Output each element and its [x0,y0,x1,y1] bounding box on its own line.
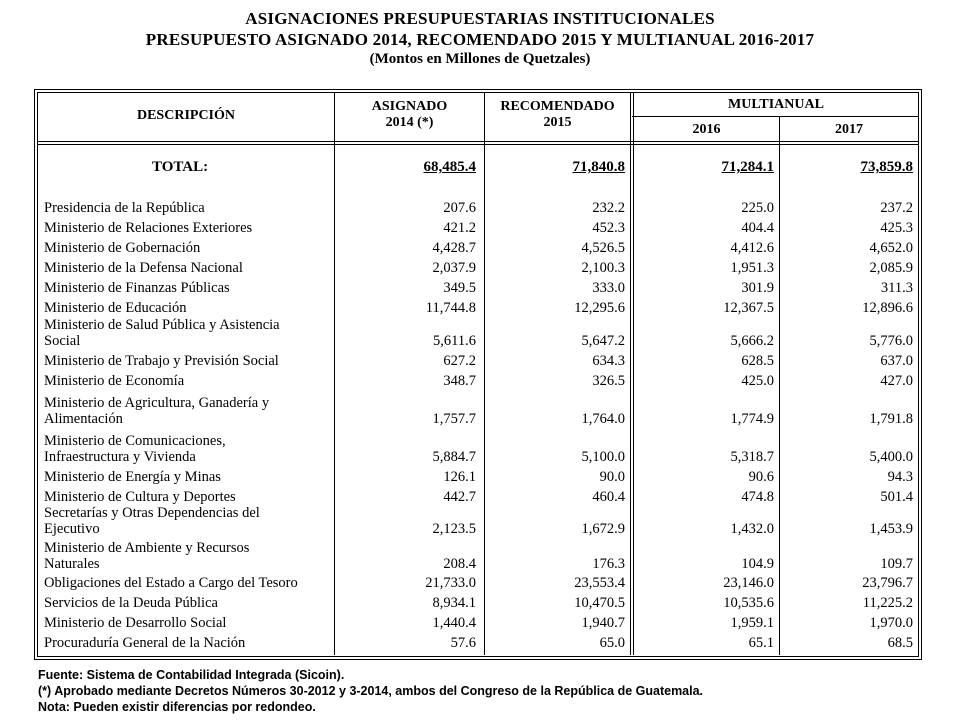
cell-2016: 104.9 [741,556,774,572]
row-description [44,489,236,505]
cell-recomendado: 326.5 [592,373,625,389]
cell-2017: 12,896.6 [862,300,913,316]
row-description-line1: Ministerio de Desarrollo Social [44,615,227,631]
cell-2016: 12,367.5 [723,300,774,316]
cell-recomendado: 176.3 [592,556,625,572]
row-description [44,280,230,296]
cell-recomendado: 23,553.4 [574,575,625,591]
total-2017: 73,859.8 [860,159,913,175]
cell-asignado: 5,884.7 [432,449,476,465]
row-description-line1: Ministerio de Economía [44,373,185,389]
table-row [40,260,916,278]
table-row [40,373,916,391]
row-description [44,540,249,572]
table-row [40,575,916,593]
row-description-line1: Ministerio de Educación [44,300,187,316]
cell-recomendado: 1,940.7 [581,615,625,631]
row-description [44,200,205,216]
row-description [44,373,184,389]
cell-2017: 637.0 [880,353,913,369]
row-description-line1: Ministerio de Ambiente y Recursos [44,540,250,556]
total-recomendado: 71,840.8 [572,159,625,175]
row-description [44,220,252,236]
total-asignado: 68,485.4 [423,159,476,175]
table-row [40,505,916,539]
row-description [44,317,280,349]
row-description [44,615,226,631]
row-description [44,505,260,537]
cell-asignado: 4,428.7 [432,240,476,256]
header-multianual: MULTIANUAL [728,97,824,112]
cell-asignado: 349.5 [443,280,476,296]
cell-asignado: 208.4 [443,556,476,572]
cell-2016: 90.6 [748,469,774,485]
cell-asignado: 21,733.0 [425,575,476,591]
cell-2016: 65.1 [748,635,774,651]
title-line-1: ASIGNACIONES PRESUPUESTARIAS INSTITUCIONALES [245,9,715,28]
table-row [40,280,916,298]
cell-recomendado: 1,764.0 [581,411,625,427]
cell-asignado: 442.7 [443,489,476,505]
row-description-line1: Ministerio de Agricultura, Ganadería y [44,395,270,411]
cell-recomendado: 65.0 [599,635,625,651]
header-asignado [335,99,484,131]
header-descripcion: DESCRIPCIÓN [136,108,235,123]
row-description [44,433,226,465]
row-description-line2: Infraestructura y Vivienda [44,449,196,465]
row-description-line1: Obligaciones del Estado a Cargo del Tesoro [44,575,298,591]
cell-2017: 425.3 [880,220,913,236]
cell-recomendado: 12,295.6 [574,300,625,316]
cell-2017: 2,085.9 [869,260,913,276]
cell-2017: 1,970.0 [869,615,913,631]
row-description-line1: Ministerio de la Defensa Nacional [44,260,243,276]
row-description [44,635,245,651]
table-row [40,300,916,318]
cell-2017: 68.5 [887,635,913,651]
header-recomendado-line1: RECOMENDADO [500,99,615,114]
header-asignado-line1: ASIGNADO [371,99,448,114]
cell-recomendado: 634.3 [592,353,625,369]
table-row [40,540,916,574]
cell-recomendado: 90.0 [599,469,625,485]
row-description-line1: Ministerio de Gobernación [44,240,201,256]
cell-asignado: 348.7 [443,373,476,389]
row-description-line1: Ministerio de Energía y Minas [44,469,221,485]
footer-nota-redondeo: Nota: Pueden existir diferencias por redondeo. [38,700,316,714]
row-description [44,575,298,591]
cell-asignado: 627.2 [443,353,476,369]
cell-recomendado: 1,672.9 [581,521,625,537]
cell-2017: 501.4 [880,489,913,505]
cell-2016: 628.5 [741,353,774,369]
table-row [40,353,916,371]
row-description [44,240,200,256]
row-description-line2: Alimentación [44,411,123,427]
cell-asignado: 207.6 [443,200,476,216]
row-description-line1: Ministerio de Finanzas Públicas [44,280,230,296]
cell-asignado: 1,757.7 [432,411,476,427]
cell-2017: 11,225.2 [862,595,913,611]
cell-2017: 23,796.7 [862,575,913,591]
row-description-line1: Secretarías y Otras Dependencias del [44,505,260,521]
cell-recomendado: 232.2 [592,200,625,216]
cell-asignado: 11,744.8 [425,300,476,316]
table-row [40,220,916,238]
cell-2016: 23,146.0 [723,575,774,591]
total-label: TOTAL: [152,159,209,175]
cell-recomendado: 5,100.0 [581,449,625,465]
cell-recomendado: 452.3 [592,220,625,236]
cell-recomendado: 5,647.2 [581,333,625,349]
cell-2016: 1,951.3 [730,260,774,276]
cell-asignado: 8,934.1 [432,595,476,611]
cell-asignado: 57.6 [450,635,476,651]
row-description [44,395,269,427]
cell-asignado: 1,440.4 [432,615,476,631]
cell-recomendado: 460.4 [592,489,625,505]
table-row [40,240,916,258]
cell-2016: 10,535.6 [723,595,774,611]
table-row [40,200,916,218]
multianual-divider [632,116,918,117]
cell-2016: 225.0 [741,200,774,216]
row-description-line1: Servicios de la Deuda Pública [44,595,218,611]
header-asignado-line2: 2014 (*) [385,115,434,130]
row-description [44,469,221,485]
cell-2017: 311.3 [880,280,913,296]
table-row [40,469,916,487]
cell-recomendado: 10,470.5 [574,595,625,611]
cell-2016: 1,959.1 [730,615,774,631]
cell-2016: 1,774.9 [730,411,774,427]
row-description-line1: Ministerio de Trabajo y Previsión Social [44,353,279,369]
cell-2017: 1,791.8 [869,411,913,427]
cell-2017: 427.0 [880,373,913,389]
cell-2016: 4,412.6 [730,240,774,256]
cell-2017: 109.7 [880,556,913,572]
row-description-line2: Naturales [44,556,100,572]
cell-2016: 425.0 [741,373,774,389]
row-description-line1: Ministerio de Relaciones Exteriores [44,220,253,236]
cell-2017: 4,652.0 [869,240,913,256]
table-row [40,595,916,613]
header-2017: 2017 [835,122,863,137]
cell-asignado: 421.2 [443,220,476,236]
table-row [40,433,916,467]
row-description-line2: Social [44,333,81,349]
total-2016: 71,284.1 [721,159,774,175]
table-row [40,615,916,633]
row-description-line1: Procuraduría General de la Nación [44,635,246,651]
cell-2017: 237.2 [880,200,913,216]
header-recomendado-line2: 2015 [543,115,572,130]
cell-asignado: 126.1 [443,469,476,485]
footer-nota-decretos: (*) Aprobado mediante Decretos Números 30-2012 y 3-2014, ambos del Congreso de la República de Guatemala. [38,684,704,698]
cell-2017: 5,400.0 [869,449,913,465]
cell-asignado: 2,123.5 [432,521,476,537]
row-description-line1: Ministerio de Cultura y Deportes [44,489,236,505]
row-description-line1: Ministerio de Comunicaciones, [44,433,226,449]
row-description [44,353,279,369]
header-recomendado [485,99,630,131]
cell-2016: 1,432.0 [730,521,774,537]
row-description-line2: Ejecutivo [44,521,100,537]
row-description-line1: Ministerio de Salud Pública y Asistencia [44,317,280,333]
cell-2016: 474.8 [741,489,774,505]
cell-2016: 301.9 [741,280,774,296]
cell-recomendado: 2,100.3 [581,260,625,276]
table-row [40,635,916,653]
table-row [40,395,916,429]
cell-asignado: 2,037.9 [432,260,476,276]
row-description-line1: Presidencia de la República [44,200,205,216]
header-2016: 2016 [692,122,721,137]
table-row [40,317,916,351]
cell-asignado: 5,611.6 [433,333,476,349]
row-description [44,260,243,276]
title-line-2: PRESUPUESTO ASIGNADO 2014, RECOMENDADO 2015 Y MULTIANUAL 2016-2017 [145,30,815,49]
cell-2016: 5,318.7 [730,449,774,465]
cell-2016: 404.4 [741,220,774,236]
cell-2017: 1,453.9 [869,521,913,537]
row-description [44,595,218,611]
cell-2017: 5,776.0 [869,333,913,349]
cell-2017: 94.3 [887,469,913,485]
title-line-3: (Montos en Millones de Quetzales) [369,51,591,67]
row-description [44,300,187,316]
cell-recomendado: 333.0 [592,280,625,296]
header-divider-double [37,144,918,145]
cell-2016: 5,666.2 [730,333,774,349]
footer-fuente: Fuente: Sistema de Contabilidad Integrada (Sicoin). [38,668,345,682]
cell-recomendado: 4,526.5 [581,240,625,256]
header-divider [37,141,918,142]
